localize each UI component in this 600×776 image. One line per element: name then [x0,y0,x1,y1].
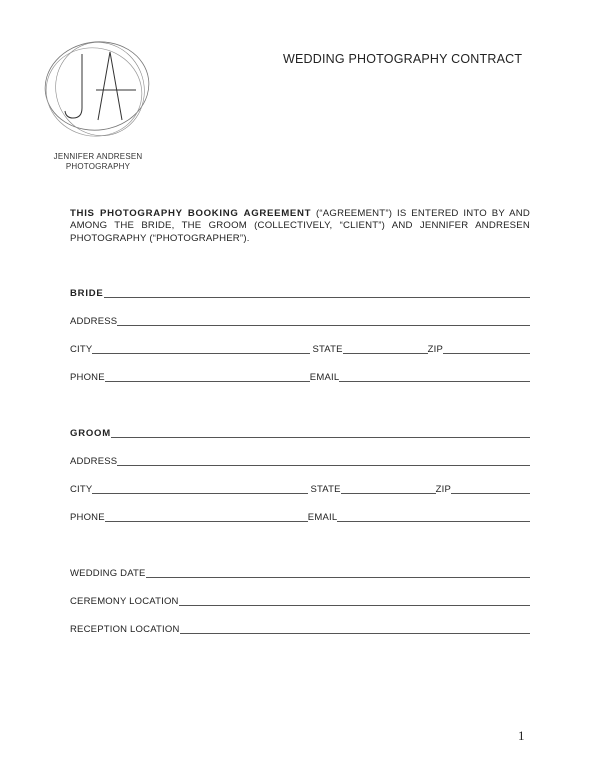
bride-email-label: EMAIL [309,372,340,383]
bride-state-line[interactable] [343,342,428,354]
bride-city-label: CITY [70,344,93,355]
bride-label: BRIDE [70,288,104,299]
bride-address-label: ADDRESS [70,316,118,327]
bride-phone-label: PHONE [70,372,105,383]
groom-phone-label: PHONE [70,512,105,523]
reception-location-row [70,621,530,635]
intro-body: (“AGREEMENT”) IS ENTERED INTO BY AND AMONG THE BRIDE, THE GROOM (COLLECTIVELY, “CLIENT”) AND JENNIFER ANDRESEN PHOTOGRAPHY (“PHOTOGRAPHER”). [70,208,530,244]
wedding-date-line[interactable] [146,566,530,578]
wedding-date-label: WEDDING DATE [70,568,146,579]
logo-line-2: PHOTOGRAPHY [65,162,131,171]
bride-email-line[interactable] [339,370,530,382]
reception-location-label: RECEPTION LOCATION [70,624,180,635]
groom-state-line[interactable] [341,482,436,494]
groom-name-line[interactable] [111,426,530,438]
groom-address-row [70,453,530,467]
groom-city-label: CITY [70,484,93,495]
bride-zip-label: ZIP [427,344,444,355]
groom-zip-label: ZIP [435,484,452,495]
wedding-date-row [70,565,530,579]
groom-phone-row [70,509,530,523]
reception-location-line[interactable] [180,622,530,634]
bride-state-label: STATE [312,344,343,355]
logo-caption [48,152,148,172]
groom-city-row [70,481,530,495]
ceremony-location-row [70,593,530,607]
bride-row [70,285,530,299]
bride-city-line[interactable] [92,342,310,354]
bride-phone-row [70,369,530,383]
groom-email-line[interactable] [337,510,530,522]
groom-zip-line[interactable] [451,482,530,494]
bride-city-row [70,341,530,355]
groom-row [70,425,530,439]
bride-name-line[interactable] [104,286,530,298]
groom-state-label: STATE [310,484,341,495]
page-number: 1 [518,728,525,743]
page-title: WEDDING PHOTOGRAPHY CONTRACT [283,52,523,66]
groom-label: GROOM [70,428,111,439]
groom-address-line[interactable] [117,454,530,466]
ceremony-location-label: CEREMONY LOCATION [70,596,179,607]
intro-lead: THIS PHOTOGRAPHY BOOKING AGREEMENT [70,208,312,219]
bride-phone-line[interactable] [105,370,310,382]
jennifer-andresen-logo-icon [40,36,152,144]
bride-zip-line[interactable] [443,342,530,354]
bride-address-row [70,313,530,327]
logo-line-1: JENNIFER ANDRESEN [53,152,143,161]
groom-city-line[interactable] [92,482,308,494]
intro-paragraph [70,208,530,245]
bride-address-line[interactable] [117,314,530,326]
ceremony-location-line[interactable] [179,594,530,606]
groom-phone-line[interactable] [105,510,308,522]
groom-address-label: ADDRESS [70,456,118,467]
groom-email-label: EMAIL [307,512,338,523]
